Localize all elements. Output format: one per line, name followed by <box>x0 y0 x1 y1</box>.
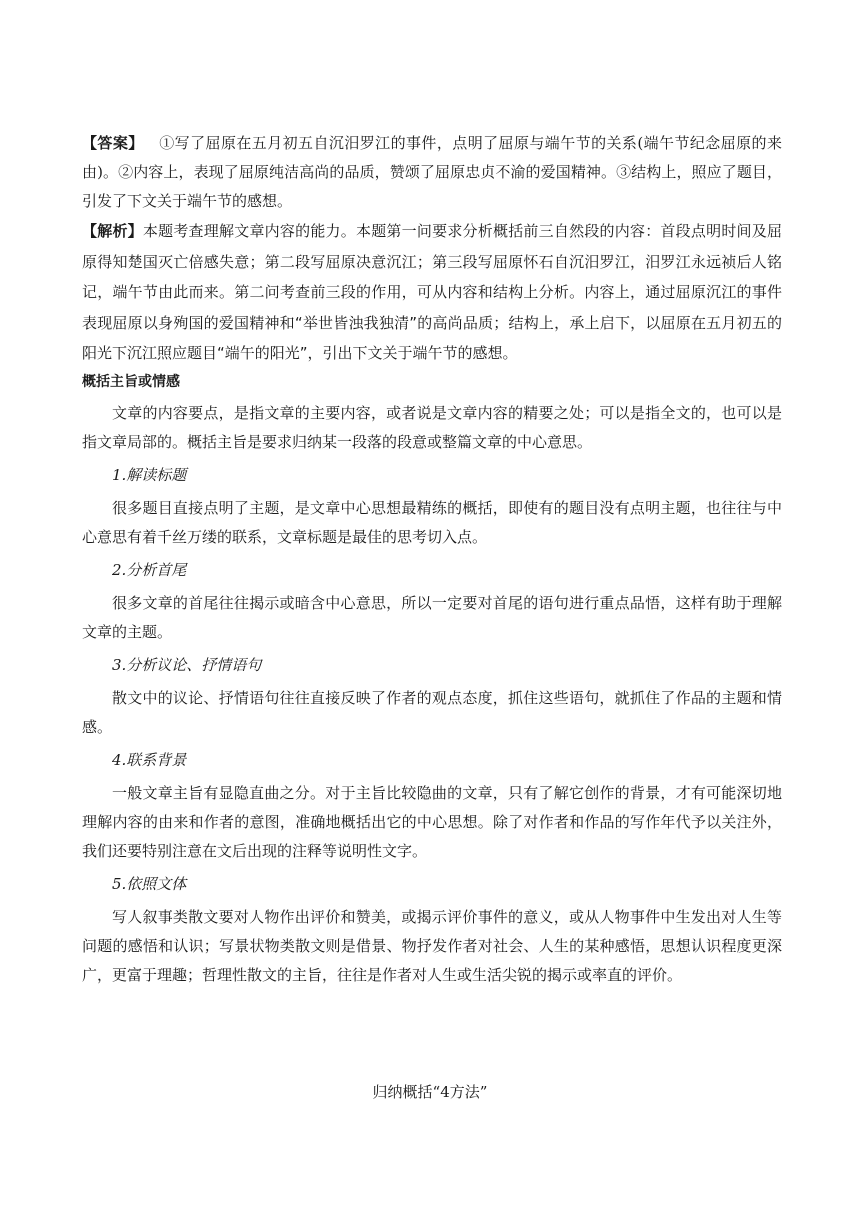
analysis-label: 【解析】 <box>82 222 143 240</box>
answer-text: ①写了屈原在五月初五自沉汨罗江的事件，点明了屈原与端午节的关系(端午节纪念屈原的来由)。②内容上，表现了屈原纯洁高尚的品质，赞颂了屈原忠贞不渝的爱国精神。③结构上，照应了题目，引发了下文关于端午节的感想。 <box>82 134 782 210</box>
method-3 <box>82 651 782 742</box>
method-heading: 1.解读标题 <box>112 465 187 484</box>
content-column <box>82 129 782 994</box>
method-text: 写人叙事类散文要对人物作出评价和赞美，或揭示评价事件的意义，或从人物事件中生发出对人生等问题的感悟和认识；写景状物类散文则是借景、物抒发作者对社会、人生的某种感悟，思想认识程度更深广，更富于理趣；哲理性散文的主旨，往往是作者对人生或生活尖锐的揭示或率直的评价。 <box>82 907 782 984</box>
analysis-text: 本题考查理解文章内容的能力。本题第一问要求分析概括前三自然段的内容：首段点明时间及屈原得知楚国灭亡倍感失意；第二段写屈原决意沉江；第三段写屈原怀石自沉汨罗江，汨罗江永远祯后人铭记，端午节由此而来。第二问考查前三段的作用，可从内容和结构上分析。内容上，通过屈原沉江的事件表现屈原以身殉国的爱国精神和“举世皆浊我独清”的高尚品质；结构上，承上启下，以屈原在五月初五的阳光下沉江照应题目“端午的阳光”，引出下文关于端午节的感想。 <box>82 222 782 362</box>
method-1 <box>82 461 782 552</box>
method-heading: 5.依照文体 <box>112 874 187 893</box>
method-text: 很多文章的首尾往往揭示或暗含中心意思，所以一定要对首尾的语句进行重点品悟，这样有助于理解文章的主题。 <box>82 593 782 641</box>
method-heading: 2.分析首尾 <box>112 560 187 579</box>
method-heading: 3.分析议论、抒情语句 <box>112 655 262 674</box>
intro-paragraph: 文章的内容要点，是指文章的主要内容，或者说是文章内容的精要之处；可以是指全文的，也可以是指文章局部的。概括主旨是要求归纳某一段落的段意或整篇文章的中心意思。 <box>82 403 782 451</box>
method-5 <box>82 870 782 990</box>
method-text: 散文中的议论、抒情语句往往直接反映了作者的观点态度，抓住这些语句，就抓住了作品的主题和情感。 <box>82 688 782 736</box>
footer-title: 归纳概括“4方法” <box>372 1083 488 1101</box>
section-title: 概括主旨或情感 <box>82 373 180 390</box>
answer-paragraph <box>82 129 782 216</box>
method-4 <box>82 746 782 866</box>
analysis-paragraph <box>82 216 782 369</box>
method-2 <box>82 556 782 647</box>
method-heading: 4.联系背景 <box>112 750 187 769</box>
answer-label: 【答案】 <box>82 134 144 152</box>
method-text: 很多题目直接点明了主题，是文章中心思想最精练的概括，即使有的题目没有点明主题，也往往与中心意思有着千丝万缕的联系，文章标题是最佳的思考切入点。 <box>82 498 782 546</box>
method-text: 一般文章主旨有显隐直曲之分。对于主旨比较隐曲的文章，只有了解它创作的背景，才有可能深切地理解内容的由来和作者的意图，准确地概括出它的中心思想。除了对作者和作品的写作年代予以关注外，我们还要特别注意在文后出现的注释等说明性文字。 <box>82 783 782 860</box>
